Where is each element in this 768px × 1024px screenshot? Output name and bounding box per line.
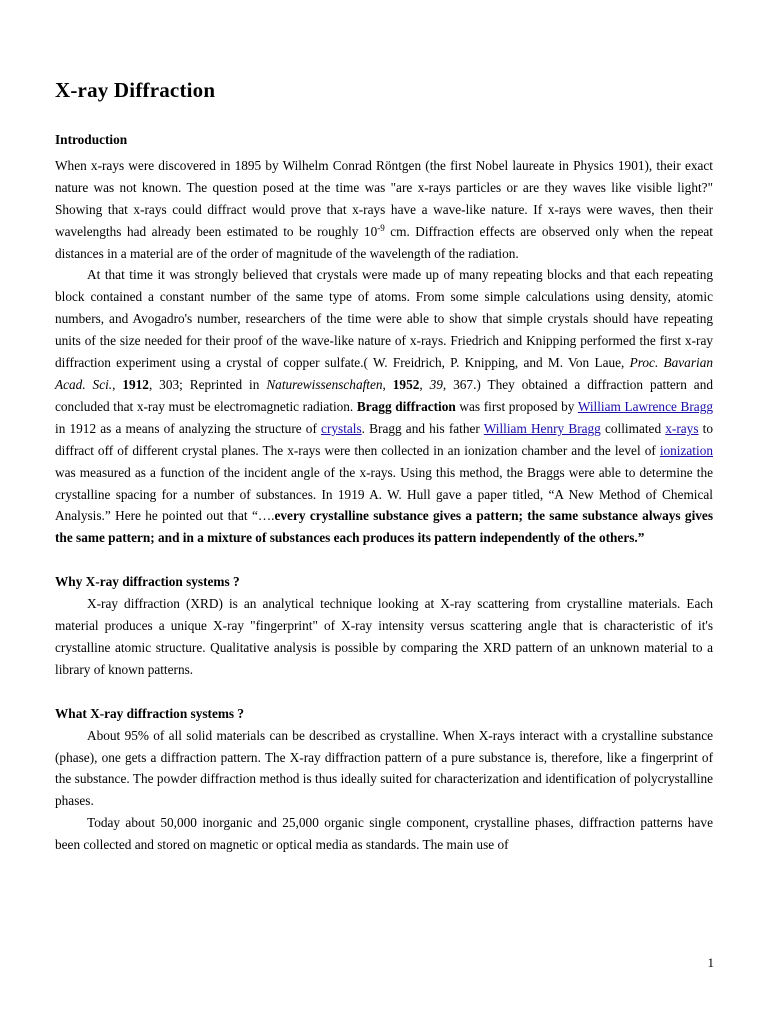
citation-year: 1952 — [392, 376, 420, 392]
text-run: . Bragg and his father — [361, 420, 484, 436]
text-run: , — [419, 376, 430, 392]
text-run: in 1912 as a means of analyzing the structure of — [55, 420, 322, 436]
text-run: , 303; Reprinted in — [148, 376, 267, 392]
what-paragraph-2: Today about 50,000 inorganic and 25,000 organic single component, crystalline phases, diffraction patterns have been collected and stored on magnetic or optical media as standards. The main use of — [55, 815, 713, 853]
why-paragraph-1: X-ray diffraction (XRD) is an analytical technique looking at X-ray scattering from crystalline materials. Each material produces a unique X-ray "fingerprint" of X-ray intensity versus scattering angle that is characteristic of it's crystalline atomic structure. Qualitative analysis is possible by comparing the XRD pattern of an unknown material to a library of known patterns. — [55, 596, 713, 677]
citation-volume: 39 — [429, 376, 443, 392]
section-heading-what: What X-ray diffraction systems ? — [55, 705, 245, 721]
document-body — [55, 129, 713, 856]
page-number: 1 — [707, 955, 714, 970]
text-run: was measured as a function of the incident angle of the x-rays. Using this method, the Braggs were able to determine the crystalline spacing for a number of substances. In 1919 A. W. Hull gave a paper titled, “A New Method of Chemical Analysis.” Here he pointed out that “…. — [55, 464, 713, 524]
term-bragg-diffraction: Bragg diffraction — [356, 398, 456, 414]
citation-year: 1912 — [122, 376, 149, 392]
section-heading-introduction: Introduction — [55, 132, 128, 147]
link-crystals[interactable]: crystals — [321, 420, 362, 436]
text-run: , — [112, 376, 123, 392]
text-run: to diffract off of different crystal planes. The x-rays were then collected in an ionization chamber and the level of — [55, 420, 713, 458]
hull-quote: every crystalline substance gives a pattern; the same substance always gives the same pattern; and in a mixture of substances each produces its pattern independently of the others.” — [55, 508, 713, 546]
intro-p1-text-b: cm. Diffraction effects are observed only when the repeat distances in a material are of the order of magnitude of the wavelength of the radiation. — [55, 223, 713, 261]
intro-paragraph-1 — [55, 155, 713, 265]
exponent: -9 — [377, 222, 385, 233]
page-title: X-ray Diffraction — [55, 78, 216, 102]
journal-name: Naturewissenschaften — [266, 376, 383, 392]
text-run: , 367.) They obtained a diffraction pattern and concluded that x-ray must be electromagnetic radiation. — [55, 376, 713, 414]
journal-name: Proc. Bavarian Acad. Sci. — [55, 355, 713, 392]
text-run: , — [382, 376, 393, 392]
link-x-rays[interactable]: x-rays — [665, 420, 699, 436]
link-ionization[interactable]: ionization — [659, 442, 713, 458]
text-run: At that time it was strongly believed that crystals were made up of many repeating blocks and that each repeating block contained a constant number of the same type of atoms. From some simple calculations using density, atomic numbers, and Avogadro's number, researchers of the time were able to show that simple crystals should have repeating units of the size needed for their proof of the wave-like nature of x-rays. Friedrich and Knipping performed the first x-ray diffraction experiment using a crystal of copper sulfate.( W. Freidrich, P. Knipping, and M. Von Laue, — [55, 267, 713, 371]
intro-p1-text-a: When x-rays were discovered in 1895 by Wilhelm Conrad Röntgen (the first Nobel laureate in Physics 1901), their exact nature was not known. The question posed at the time was "are x-rays particles or are they waves like visible light?" Showing that x-rays could diffract would prove that x-rays have a wave-like nature. If x-rays were waves, then their wavelengths had already been estimated to be roughly 10 — [55, 157, 713, 239]
intro-paragraph-2 — [55, 264, 713, 549]
text-run: was first proposed by — [455, 398, 578, 414]
link-william-henry-bragg[interactable]: William Henry Bragg — [483, 420, 601, 436]
what-paragraph-1: About 95% of all solid materials can be described as crystalline. When X-rays interact with a crystalline substance (phase), one gets a diffraction pattern. The X-ray diffraction pattern of a pure substance is, therefore, like a fingerprint of the substance. The powder diffraction method is thus ideally suited for characterization and identification of polycrystalline phases. — [55, 727, 713, 809]
text-run: collimated — [600, 420, 666, 436]
section-heading-why: Why X-ray diffraction systems ? — [55, 574, 240, 590]
link-william-lawrence-bragg[interactable]: William Lawrence Bragg — [577, 398, 713, 414]
